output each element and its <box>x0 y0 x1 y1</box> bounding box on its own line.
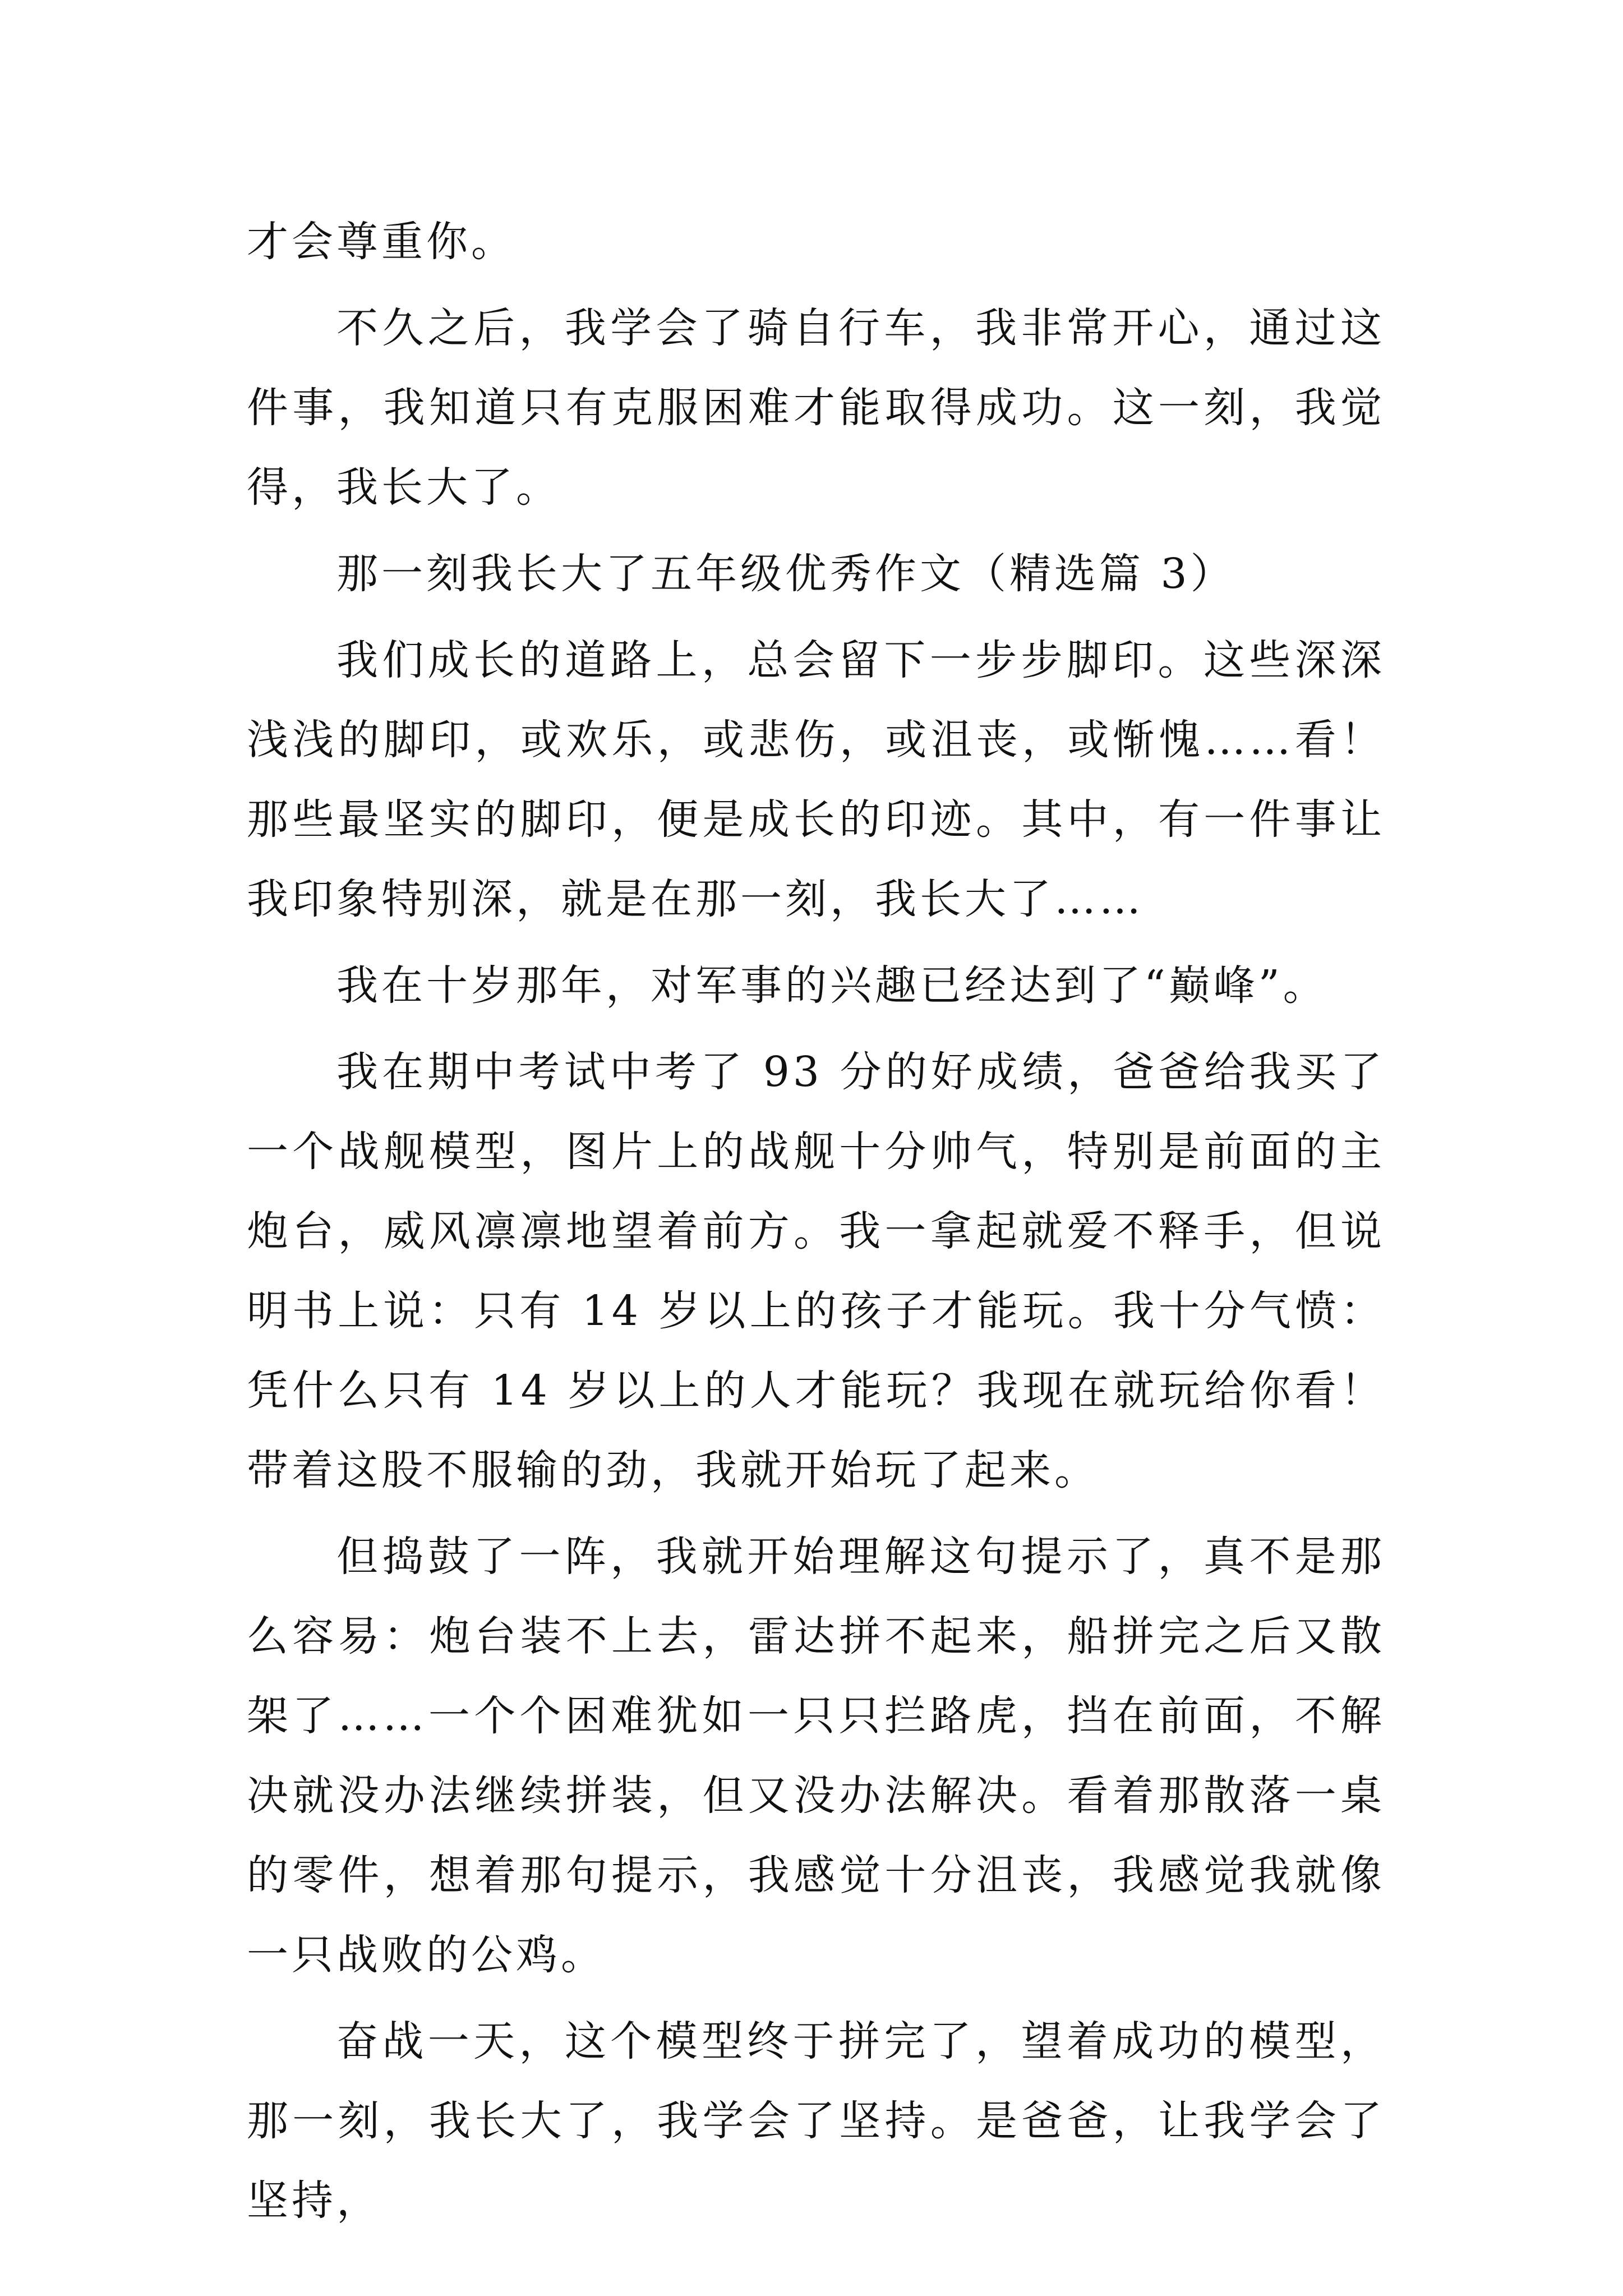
paragraph-bike: 不久之后，我学会了骑自行车，我非常开心，通过这件事，我知道只有克服困难才能取得成功。这一刻，我觉得，我长大了。 <box>247 304 1385 512</box>
paragraph-continuation: 才会尊重你。 <box>247 218 516 266</box>
paragraph-footprints: 我们成长的道路上，总会留下一步步脚印。这些深深浅浅的脚印，或欢乐，或悲伤，或沮丧，或惭愧……看！那些最坚实的脚印，便是成长的印迹。其中，有一件事让我印象特别深，就是在那一刻，我长大了…… <box>247 636 1385 923</box>
paragraph-model-gift: 我在期中考试中考了 93 分的好成绩，爸爸给我买了一个战舰模型，图片上的战舰十分帅气，特别是前面的主炮台，威风凛凛地望着前方。我一拿起就爱不释手，但说明书上说：只有 14 岁以上的孩子才能玩。我十分气愤：凭什么只有 14 岁以上的人才能玩？我现在就玩给你看！带着这股不服输的劲，我就开始玩了起来。 <box>247 1048 1385 1494</box>
document-body <box>247 202 1385 2240</box>
paragraph-difficulties: 但捣鼓了一阵，我就开始理解这句提示了，真不是那么容易：炮台装不上去，雷达拼不起来，船拼完之后又散架了……一个个困难犹如一只只拦路虎，挡在前面，不解决就没办法继续拼装，但又没办法解决。看着那散落一桌的零件，想着那句提示，我感觉十分沮丧，我感觉我就像一只战败的公鸡。 <box>247 1533 1385 1979</box>
paragraph-completion: 奋战一天，这个模型终于拼完了，望着成功的模型，那一刻，我长大了，我学会了坚持。是爸爸，让我学会了坚持， <box>247 2017 1385 2225</box>
section-heading: 那一刻我长大了五年级优秀作文（精选篇 3） <box>336 550 1235 598</box>
paragraph-military-interest: 我在十岁那年，对军事的兴趣已经达到了“巅峰”。 <box>336 961 1328 1010</box>
